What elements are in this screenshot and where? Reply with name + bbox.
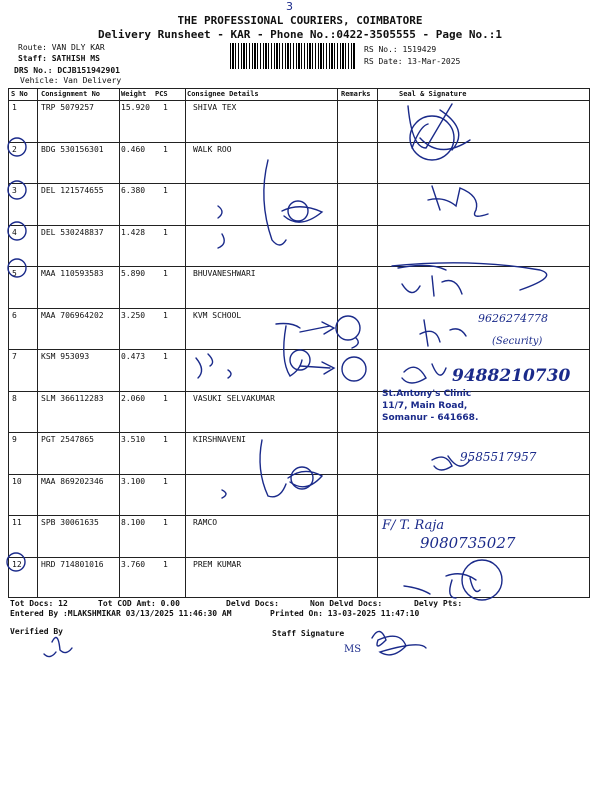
row-weight: 2.060 — [121, 393, 146, 403]
row-sno: 1 — [12, 103, 17, 112]
stamp-line: 11/7, Main Road, — [382, 401, 468, 411]
handwritten-phone-row6: 9626274778 — [478, 312, 548, 325]
row-sno: 3 — [12, 186, 17, 195]
row-sno: 11 — [12, 518, 22, 527]
row-weight: 3.250 — [121, 310, 146, 320]
row-pcs: 1 — [163, 352, 168, 361]
row-consignment-no: HRD 714801016 — [41, 559, 104, 569]
col-header-consignee: Consignee Details — [187, 90, 259, 98]
total-docs: Tot Docs: 12 — [10, 599, 68, 608]
row-consignment-no: KSM 953093 — [41, 352, 90, 361]
row-consignee: PREM KUMAR — [193, 559, 242, 569]
row-consignee: KVM SCHOOL — [193, 310, 242, 320]
barcode — [230, 43, 356, 69]
col-header-consignment: Consignment No — [41, 90, 101, 98]
staff-signature-label: Staff Signature — [272, 629, 345, 638]
row-sno: 4 — [12, 227, 17, 237]
row-consignment-no: MAA 869202346 — [41, 476, 104, 486]
row-pcs: 1 — [163, 144, 168, 154]
non-delivered-docs: Non Delvd Docs: — [310, 599, 383, 608]
col-header-pcs: PCS — [155, 90, 168, 98]
drs-number: DRS No.: DCJB151942901 — [14, 66, 120, 75]
footer-signatures — [44, 631, 426, 656]
row-consignee: VASUKI SELVAKUMAR — [193, 393, 275, 403]
rs-date: RS Date: 13-Mar-2025 — [364, 57, 461, 66]
row-weight: 3.760 — [121, 559, 146, 569]
row-sno: 12 — [12, 559, 22, 569]
handwritten-phone-row9: 9585517957 — [460, 450, 537, 464]
rs-number: RS No.: 1519429 — [364, 45, 437, 54]
row-pcs: 1 — [163, 435, 168, 444]
row-pcs: 1 — [163, 103, 168, 112]
row-consignment-no: TRP 5079257 — [41, 103, 94, 112]
staff-initials: MS — [344, 644, 362, 655]
company-name: THE PROFESSIONAL COURIERS, COIMBATORE — [177, 14, 423, 27]
row-sno: 8 — [12, 393, 17, 403]
row-sno: 10 — [12, 476, 22, 486]
row-pcs: 1 — [163, 559, 168, 569]
entered-by: Entered By :MLAKSHMIKAR 03/13/2025 11:46:30 AM — [10, 609, 232, 618]
row-weight: 5.890 — [121, 269, 146, 278]
row-weight: 1.428 — [121, 227, 146, 237]
row-sno: 5 — [12, 269, 17, 278]
row-pcs: 1 — [163, 393, 168, 403]
row-consignment-no: BDG 530156301 — [41, 144, 104, 154]
row-consignment-no: MAA 110593583 — [41, 269, 104, 278]
row-sno: 9 — [12, 435, 17, 444]
row-sno: 7 — [12, 352, 17, 361]
col-header-remarks: Remarks — [341, 90, 371, 98]
row-consignee: BHUVANESHWARI — [193, 269, 256, 278]
clinic-stamp — [382, 388, 532, 424]
row-consignment-no: SLM 366112283 — [41, 393, 104, 403]
row-pcs: 1 — [163, 310, 168, 320]
printed-on: Printed On: 13-03-2025 11:47:10 — [270, 609, 420, 618]
row-pcs: 1 — [163, 476, 168, 486]
total-cod-amount: Tot COD Amt: 0.00 — [98, 599, 180, 608]
row-consignee: WALK ROO — [193, 144, 232, 154]
stamp-line: Somanur - 641668. — [382, 413, 479, 423]
row-weight: 0.473 — [121, 352, 146, 361]
row-pcs: 1 — [163, 186, 168, 195]
verified-by-label: Verified By — [10, 627, 63, 636]
row-consignment-no: DEL 530248837 — [41, 227, 104, 237]
row-weight: 15.920 — [121, 103, 150, 112]
delivery-points: Delvy Pts: — [414, 599, 463, 608]
row-weight: 0.460 — [121, 144, 146, 154]
handwritten-phone-row7: 9488210730 — [452, 366, 571, 386]
row-pcs: 1 — [163, 269, 168, 278]
runsheet-title: Delivery Runsheet - KAR - Phone No.:0422-3505555 - Page No.:1 — [98, 28, 502, 41]
row-pcs: 1 — [163, 227, 168, 237]
handwritten-note-row6: (Security) — [492, 336, 543, 347]
row-weight: 8.100 — [121, 518, 146, 527]
row-consignee: RAMCO — [193, 518, 218, 527]
row-consignee: SHIVA TEX — [193, 103, 237, 112]
row-weight: 3.510 — [121, 435, 146, 444]
handwritten-name-row11: F/ T. Raja — [382, 518, 445, 533]
vehicle-label: Vehicle: Van Delivery — [20, 76, 122, 85]
row-sno: 2 — [12, 144, 17, 154]
row-weight: 3.100 — [121, 476, 146, 486]
delivered-docs: Delvd Docs: — [226, 599, 279, 608]
staff-label: Staff: SATHISH MS — [18, 54, 100, 63]
row-pcs: 1 — [163, 518, 168, 527]
row-consignment-no: PGT 2547865 — [41, 435, 94, 444]
route-label: Route: VAN DLY KAR — [18, 43, 105, 52]
col-header-sno: S No — [11, 90, 28, 98]
handwritten-page-mark: 3 — [286, 0, 293, 13]
row-consignment-no: MAA 706964202 — [41, 310, 104, 320]
col-header-weight: Weight — [121, 90, 147, 98]
handwritten-phone-row11: 9080735027 — [420, 534, 516, 552]
row-consignment-no: DEL 121574655 — [41, 186, 104, 195]
row-consignment-no: SPB 30061635 — [41, 518, 99, 527]
row-sno: 6 — [12, 310, 17, 320]
row-weight: 6.380 — [121, 186, 146, 195]
stamp-line: St.Antony's Clinic — [382, 389, 472, 399]
col-header-seal-signature: Seal & Signature — [399, 90, 467, 98]
row-consignee: KIRSHNAVENI — [193, 435, 246, 444]
